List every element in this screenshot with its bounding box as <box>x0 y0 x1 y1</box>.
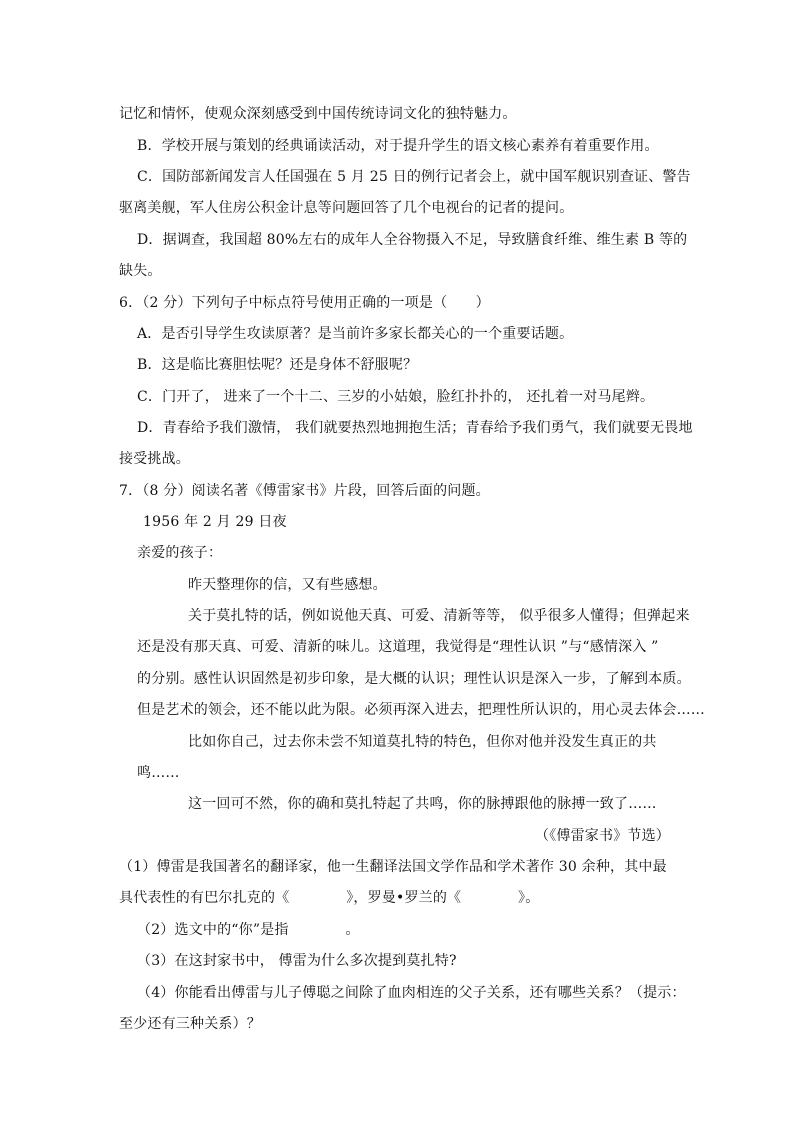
letter-paragraph-2-line4: 但是艺术的领会，还不能以此为限。必须再深入进去，把理性所认识的，用心灵去体会…… <box>137 702 705 718</box>
q6-stem: 6．（2 分）下列句子中标点符号使用正确的一项是（ ） <box>119 295 490 311</box>
q5-option-d-line1: D．据调查，我国超 80%左右的成年人全谷物摄入不足，导致膳食纤维、维生素 B 等的 <box>137 232 688 248</box>
q5-option-d-line2: 缺失。 <box>119 263 162 279</box>
q7-sub1-line1: （1）傅雷是我国著名的翻译家，他一生翻译法国文学作品和学术著作 30 余种，其中最 <box>119 859 667 875</box>
q7-sub3: （3）在这封家书中， 傅雷为什么多次提到莫扎特? <box>137 953 457 969</box>
q5-option-b: B．学校开展与策划的经典诵读活动，对于提升学生的语文核心素养有着重要作用。 <box>137 138 659 154</box>
letter-date: 1956 年 2 月 29 日夜 <box>143 514 287 530</box>
letter-greeting: 亲爱的孩子： <box>137 545 223 561</box>
letter-paragraph-2-line1: 关于莫扎特的话，例如说他天真、可爱、清新等等， 似乎很多人懂得；但弹起来 <box>188 608 690 624</box>
letter-paragraph-2-line3: 的分别。感性认识固然是初步印象，是大概的认识；理性认识是深入一步，了解到本质。 <box>137 671 691 687</box>
q7-sub4-line1: （4）你能看出傅雷与儿子傅聪之间除了血肉相连的父子关系，还有哪些关系？（提示： <box>137 985 686 1001</box>
letter-paragraph-3-line1: 比如你自己，过去你未尝不知道莫扎特的特色，但你对他并没发生真正的共 <box>188 734 657 750</box>
q7-sub2: （2）选文中的“你”是指 。 <box>137 922 360 938</box>
q7-sub1-line2: 具代表性的有巴尔扎克的《 》，罗曼•罗兰的《 》。 <box>119 890 540 906</box>
q5-option-c-line2: 驱离美舰，军人住房公积金计息等问题回答了几个电视台的记者的提问。 <box>119 200 574 216</box>
q6-option-d-line2: 接受挑战。 <box>119 451 190 467</box>
letter-paragraph-2-line2: 还是没有那天真、可爱、清新的味儿。这道理，我觉得是“理性认识 ”与“感情深入 ” <box>137 639 659 655</box>
q6-option-a: A．是否引导学生攻读原著？是当前许多家长都关心的一个重要话题。 <box>137 326 574 342</box>
letter-paragraph-1: 昨天整理你的信，又有些感想。 <box>188 577 387 593</box>
q5-option-a-continuation: 记忆和情怀，使观众深刻感受到中国传统诗词文化的独特魅力。 <box>119 106 517 122</box>
q6-option-c: C．门开了， 进来了一个十二、三岁的小姑娘，脸红扑扑的， 还扎着一对马尾辫。 <box>137 389 655 405</box>
letter-paragraph-3-line2: 鸣…… <box>137 765 180 781</box>
q7-sub4-line2: 至少还有三种关系）？ <box>119 1016 261 1032</box>
letter-source: （《傅雷家书》节选） <box>535 828 670 844</box>
q6-option-b: B．这是临比赛胆怯呢？还是身体不舒服呢？ <box>137 357 418 373</box>
q5-option-c-line1: C．国防部新闻发言人任国强在 5 月 25 日的例行记者会上，就中国军舰识别查证、警告 <box>137 169 691 185</box>
q7-stem: 7．（8 分）阅读名著《傅雷家书》片段，回答后面的问题。 <box>119 483 490 499</box>
q6-option-d-line1: D．青春给予我们激情， 我们就要热烈地拥抱生活；青春给予我们勇气，我们就要无畏地 <box>137 420 693 436</box>
letter-paragraph-4: 这一回可不然，你的确和莫扎特起了共鸣，你的脉搏跟他的脉搏一致了…… <box>188 796 657 812</box>
